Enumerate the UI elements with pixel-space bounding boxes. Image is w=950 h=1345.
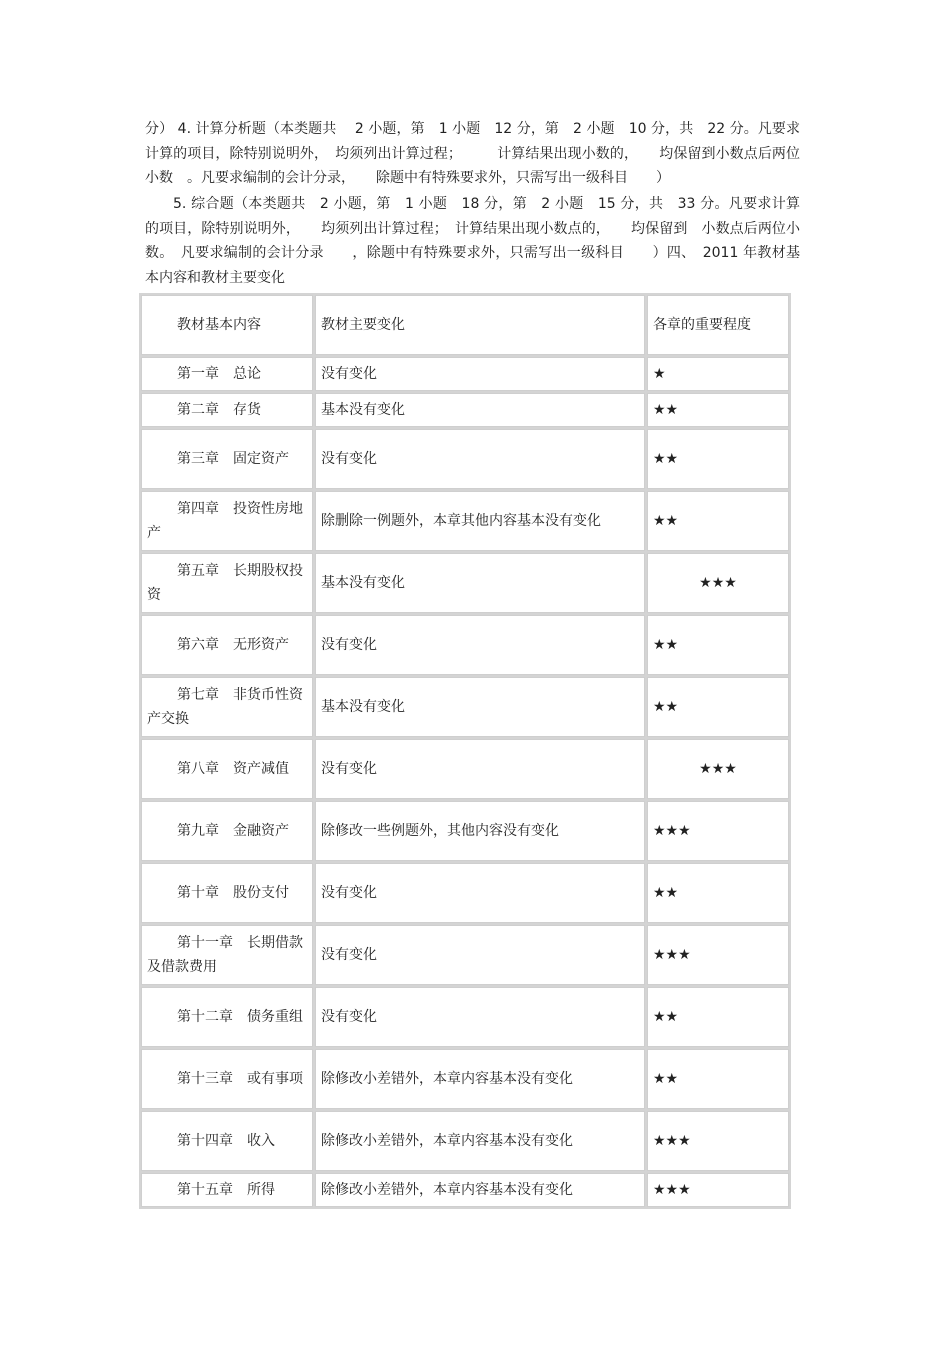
table-row (141, 615, 789, 675)
importance-stars: ★★★ (647, 801, 789, 861)
importance-stars: ★★ (647, 393, 789, 427)
textbook-changes-table (139, 293, 791, 1209)
change-cell: 没有变化 (315, 357, 645, 391)
table-row (141, 801, 789, 861)
importance-stars: ★★★ (647, 739, 789, 799)
change-cell: 没有变化 (315, 987, 645, 1047)
header-content: 教材基本内容 (141, 295, 313, 355)
table-row (141, 987, 789, 1047)
table-row (141, 925, 789, 985)
table-header-row (141, 295, 789, 355)
paragraph-calc-analysis: 分） 4. 计算分析题（本类题共 2 小题，第 1 小题 12 分，第 2 小题 10 分，共 22 分。凡要求计算的项目，除特别说明外， 均须列出计算过程； 计算结果出现小数的， 均保留到小数点后两位小数 。凡要求编制的会计分录， 除题中有特殊要求外，只需写出一级科目 ） (145, 121, 800, 186)
importance-stars: ★★ (647, 615, 789, 675)
paragraph-comprehensive: 5. 综合题（本类题共 2 小题，第 1 小题 18 分，第 2 小题 15 分，共 33 分。凡要求计算的项目，除特别说明外， 均须列出计算过程； 计算结果出现小数点的， 均保留到 小数点后两位小数。 凡要求编制的会计分录 ，除题中有特殊要求外，只需写出一级科目 ）四、 2011 年教材基本内容和教材主要变化 (145, 196, 800, 286)
importance-stars: ★★★ (647, 1173, 789, 1207)
chapter-cell: 第十二章 债务重组 (141, 987, 313, 1047)
table-row (141, 553, 789, 613)
change-cell: 基本没有变化 (315, 393, 645, 427)
change-cell: 除修改小差错外，本章内容基本没有变化 (315, 1049, 645, 1109)
chapter-cell: 第十三章 或有事项 (141, 1049, 313, 1109)
chapter-cell: 第一章 总论 (141, 357, 313, 391)
change-cell: 没有变化 (315, 429, 645, 489)
change-cell: 没有变化 (315, 615, 645, 675)
table-row (141, 739, 789, 799)
chapter-cell: 第四章 投资性房地产 (141, 491, 313, 551)
chapter-cell: 第十一章 长期借款及借款费用 (141, 925, 313, 985)
table-row (141, 863, 789, 923)
change-cell: 除修改一些例题外，其他内容没有变化 (315, 801, 645, 861)
change-cell: 基本没有变化 (315, 553, 645, 613)
table-row (141, 1173, 789, 1207)
chapter-cell: 第八章 资产减值 (141, 739, 313, 799)
change-cell: 除修改小差错外，本章内容基本没有变化 (315, 1111, 645, 1171)
importance-stars: ★★ (647, 987, 789, 1047)
chapter-cell: 第十四章 收入 (141, 1111, 313, 1171)
chapter-cell: 第九章 金融资产 (141, 801, 313, 861)
chapter-cell: 第十五章 所得 (141, 1173, 313, 1207)
table-row (141, 491, 789, 551)
chapter-cell: 第二章 存货 (141, 393, 313, 427)
chapter-cell: 第五章 长期股权投资 (141, 553, 313, 613)
chapter-cell: 第三章 固定资产 (141, 429, 313, 489)
change-cell: 基本没有变化 (315, 677, 645, 737)
chapter-cell: 第七章 非货币性资产交换 (141, 677, 313, 737)
importance-stars: ★★ (647, 1049, 789, 1109)
importance-stars: ★★ (647, 863, 789, 923)
chapter-cell: 第六章 无形资产 (141, 615, 313, 675)
change-cell: 没有变化 (315, 925, 645, 985)
importance-stars: ★★★ (647, 925, 789, 985)
importance-stars: ★★★ (647, 1111, 789, 1171)
table-row (141, 1111, 789, 1171)
change-cell: 没有变化 (315, 739, 645, 799)
change-cell: 没有变化 (315, 863, 645, 923)
importance-stars: ★ (647, 357, 789, 391)
importance-stars: ★★ (647, 429, 789, 489)
table-row (141, 393, 789, 427)
importance-stars: ★★★ (647, 553, 789, 613)
table-row (141, 677, 789, 737)
table-row (141, 1049, 789, 1109)
change-cell: 除修改小差错外，本章内容基本没有变化 (315, 1173, 645, 1207)
importance-stars: ★★ (647, 677, 789, 737)
chapter-cell: 第十章 股份支付 (141, 863, 313, 923)
change-cell: 除删除一例题外，本章其他内容基本没有变化 (315, 491, 645, 551)
table-row (141, 429, 789, 489)
importance-stars: ★★ (647, 491, 789, 551)
header-importance: 各章的重要程度 (647, 295, 789, 355)
header-changes: 教材主要变化 (315, 295, 645, 355)
table-row (141, 357, 789, 391)
